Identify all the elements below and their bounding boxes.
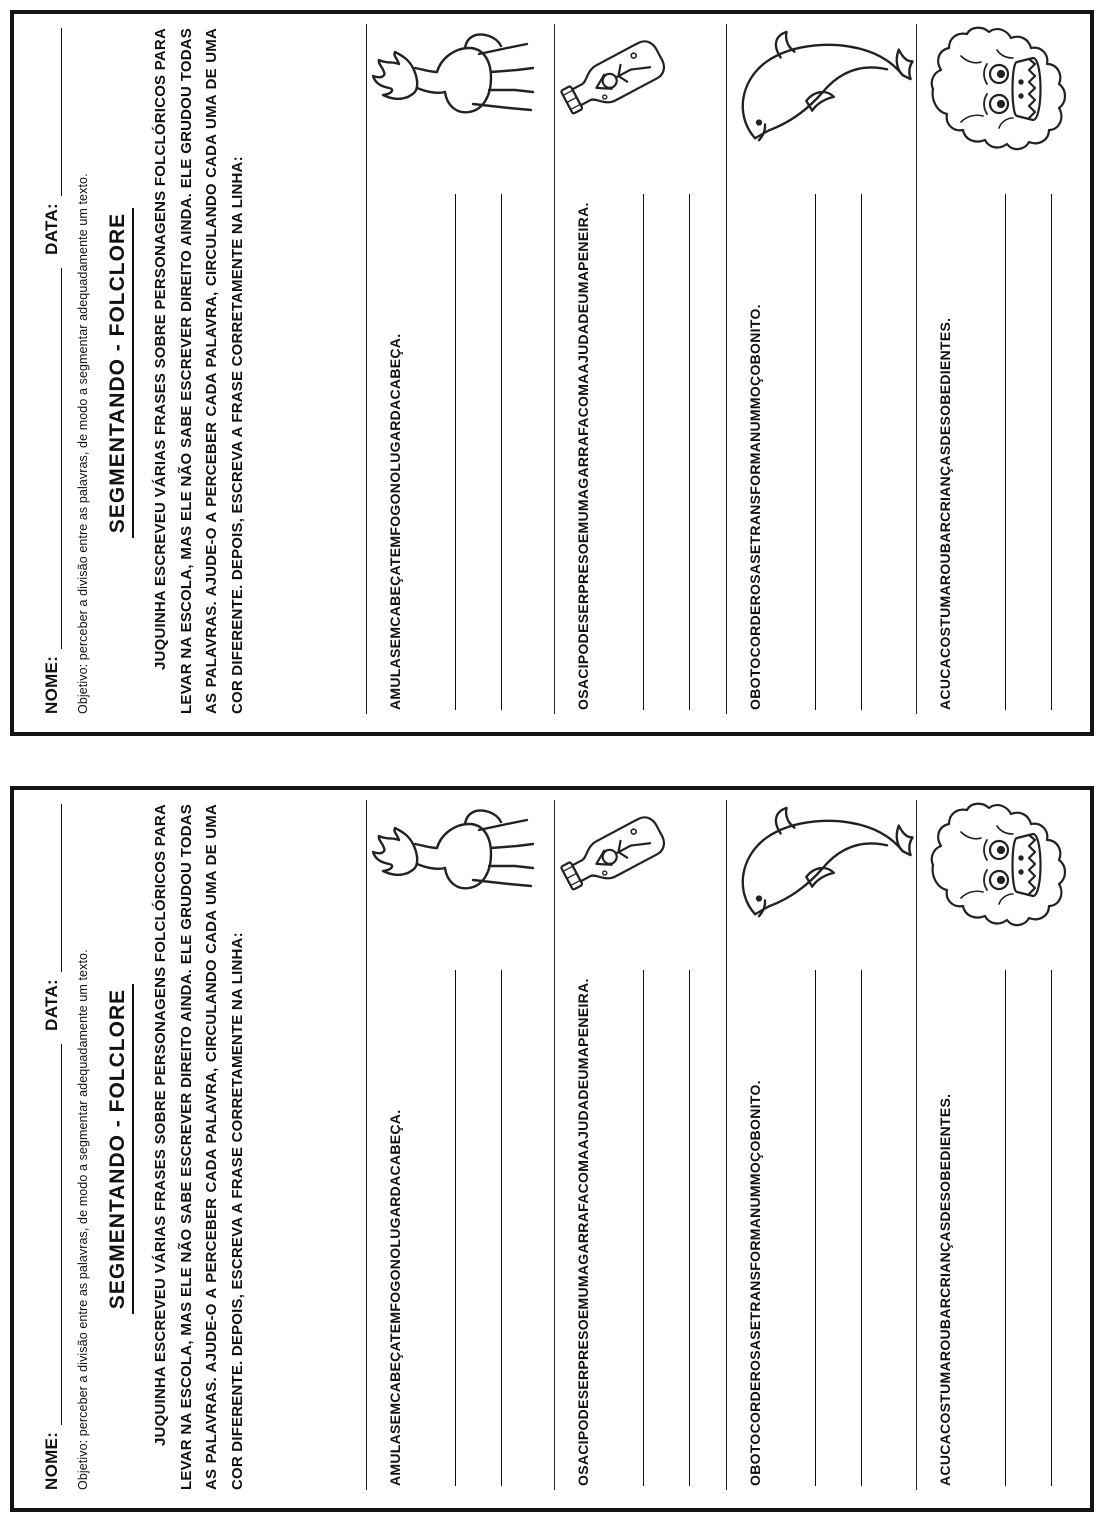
worksheet-sheet — [14, 14, 1090, 732]
name-write-line — [46, 1044, 62, 1425]
answer-line-1 — [643, 194, 644, 710]
cuca-illustration — [919, 26, 1077, 152]
worksheet-panel-bottom — [10, 786, 1094, 1512]
answer-line-2 — [501, 970, 502, 1486]
scrambled-sentence: OBOTOCORDEROSASETRANSFORMANUMMOÇOBONITO. — [747, 1080, 763, 1486]
scrambled-sentence: ACUCACOSTUMAROUBARCRIANÇASDESOBEDIENTES. — [937, 1093, 953, 1486]
answer-line-1 — [1005, 194, 1006, 710]
header-row — [42, 28, 62, 714]
scrambled-sentence: AMULASEMCABEÇATEMFOGONOLUGARDACABEÇA. — [387, 333, 403, 710]
answer-line-2 — [689, 970, 690, 1486]
answer-line-2 — [861, 970, 862, 1486]
scrambled-sentence: OBOTOCORDEROSASETRANSFORMANUMMOÇOBONITO. — [747, 304, 763, 710]
exercise-saci — [554, 24, 727, 714]
title-row — [106, 790, 134, 1508]
objective-text: Objetivo: perceber a divisão entre as palavras, de modo a segmentar adequadamente um texto. — [76, 173, 90, 714]
header-row — [42, 804, 62, 1490]
mula-sem-cabeca-illustration — [369, 26, 537, 134]
boto-illustration — [729, 802, 917, 928]
date-write-line — [46, 28, 62, 196]
exercise-saci — [554, 800, 727, 1490]
answer-line-2 — [1051, 970, 1052, 1486]
date-write-line — [46, 804, 62, 972]
exercise-cuca — [916, 24, 1085, 714]
answer-line-2 — [1051, 194, 1052, 710]
title-row — [106, 14, 134, 732]
exercise-mula-sem-cabeca — [366, 24, 555, 714]
exercise-mula-sem-cabeca — [366, 800, 555, 1490]
scrambled-sentence: AMULASEMCABEÇATEMFOGONOLUGARDACABEÇA. — [387, 1109, 403, 1486]
worksheet-title: SEGMENTANDO - FOLCLORE — [106, 208, 134, 538]
name-write-line — [46, 268, 62, 649]
answer-line-1 — [643, 970, 644, 1486]
worksheet-sheet — [14, 790, 1090, 1508]
scrambled-sentence: OSACIPODESERPRESOEMUMAGARRAFACOMAAJUDADEUMAPENEIRA. — [575, 202, 591, 710]
objective-text: Objetivo: perceber a divisão entre as palavras, de modo a segmentar adequadamente um texto. — [76, 949, 90, 1490]
exercise-cuca — [916, 800, 1085, 1490]
date-label: DATA: — [42, 203, 61, 255]
name-label: NOME: — [42, 655, 61, 714]
worksheet-panel-top — [10, 10, 1094, 736]
answer-line-1 — [455, 194, 456, 710]
answer-line-1 — [1005, 970, 1006, 1486]
cuca-illustration — [919, 802, 1077, 928]
scrambled-sentence: ACUCACOSTUMAROUBARCRIANÇASDESOBEDIENTES. — [937, 317, 953, 710]
mula-sem-cabeca-illustration — [369, 802, 537, 910]
exercise-boto — [726, 800, 917, 1490]
answer-line-2 — [501, 194, 502, 710]
instructions-text: JUQUINHA ESCREVEU VÁRIAS FRASES SOBRE PERSONAGENS FOLCLÓRICOS PARA LEVAR NA ESCOLA, MAS ELE NÃO SABE ESCREVER DIREITO AINDA. ELE GRUDOU TODAS AS PALAVRAS. AJUDE-O A PERCEBER CADA PALAVRA, CIRCULANDO CADA UMA DE UMA COR DIFERENTE. DEPOIS, ESCREVA A FRASE CORRETAMENTE NA LINHA: — [152, 28, 246, 714]
worksheet-title: SEGMENTANDO - FOLCLORE — [106, 984, 134, 1314]
answer-line-2 — [861, 194, 862, 710]
answer-line-2 — [689, 194, 690, 710]
answer-line-1 — [455, 970, 456, 1486]
saci-na-garrafa-illustration — [557, 26, 673, 130]
scrambled-sentence: OSACIPODESERPRESOEMUMAGARRAFACOMAAJUDADEUMAPENEIRA. — [575, 978, 591, 1486]
instructions-text: JUQUINHA ESCREVEU VÁRIAS FRASES SOBRE PERSONAGENS FOLCLÓRICOS PARA LEVAR NA ESCOLA, MAS ELE NÃO SABE ESCREVER DIREITO AINDA. ELE GRUDOU TODAS AS PALAVRAS. AJUDE-O A PERCEBER CADA PALAVRA, CIRCULANDO CADA UMA DE UMA COR DIFERENTE. DEPOIS, ESCREVA A FRASE CORRETAMENTE NA LINHA: — [152, 804, 246, 1490]
answer-line-1 — [815, 970, 816, 1486]
name-label: NOME: — [42, 1431, 61, 1490]
saci-na-garrafa-illustration — [557, 802, 673, 906]
exercise-boto — [726, 24, 917, 714]
answer-line-1 — [815, 194, 816, 710]
boto-illustration — [729, 26, 917, 152]
date-label: DATA: — [42, 979, 61, 1031]
